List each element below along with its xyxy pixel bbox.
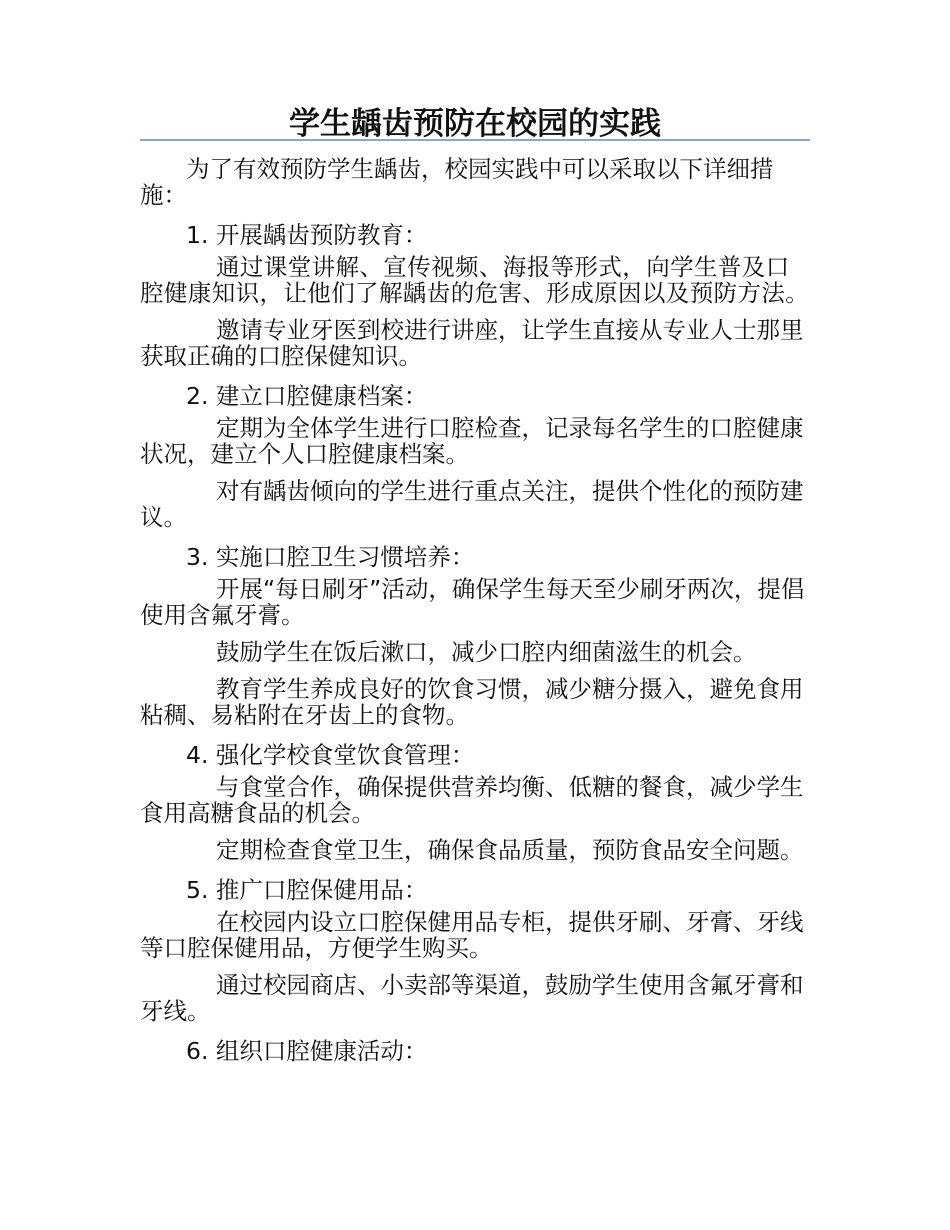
section-item: 开展“每日刷牙”活动，确保学生每天至少刷牙两次，提倡使用含氟牙膏。: [140, 575, 805, 629]
section-item: 通过校园商店、小卖部等渠道，鼓励学生使用含氟牙膏和牙线。: [140, 971, 804, 1025]
section-heading: 5. 推广口腔保健用品：: [186, 876, 428, 904]
document-body: [140, 156, 810, 1070]
section-item: 通过课堂讲解、宣传视频、海报等形式，向学生普及口腔健康知识，让他们了解龋齿的危害、形成原因以及预防方法。: [140, 253, 810, 307]
section-heading: 4. 强化学校食堂饮食管理：: [186, 741, 475, 769]
section-item: 与食堂合作，确保提供营养均衡、低糖的餐食，减少学生食用高糖食品的机会。: [140, 773, 804, 827]
section-item: 定期检查食堂卫生，确保食品质量，预防食品安全问题。: [216, 836, 804, 864]
section-item: 邀请专业牙医到校进行讲座，让学生直接从专业人士那里获取正确的口腔保健知识。: [140, 316, 804, 370]
section-heading: 1. 开展龋齿预防教育：: [186, 221, 428, 249]
section-heading: 6. 组织口腔健康活动：: [186, 1037, 428, 1065]
intro-paragraph: 为了有效预防学生龋齿，校园实践中可以采取以下详细措施：: [140, 155, 774, 209]
section-item: 定期为全体学生进行口腔检查，记录每名学生的口腔健康状况，建立个人口腔健康档案。: [140, 414, 804, 468]
section-item: 教育学生养成良好的饮食习惯，减少糖分摄入，避免食用粘稠、易粘附在牙齿上的食物。: [140, 675, 804, 729]
title-underline: [140, 139, 810, 141]
document-title: 学生龋齿预防在校园的实践: [289, 106, 661, 142]
section-heading: 3. 实施口腔卫生习惯培养：: [186, 543, 475, 571]
section-item: 在校园内设立口腔保健用品专柜，提供牙刷、牙膏、牙线等口腔保健用品，方便学生购买。: [140, 908, 804, 962]
section-heading: 2. 建立口腔健康档案：: [186, 382, 428, 410]
section-item: 鼓励学生在饭后漱口，减少口腔内细菌滋生的机会。: [216, 638, 757, 666]
section-item: 对有龋齿倾向的学生进行重点关注，提供个性化的预防建议。: [140, 477, 804, 531]
